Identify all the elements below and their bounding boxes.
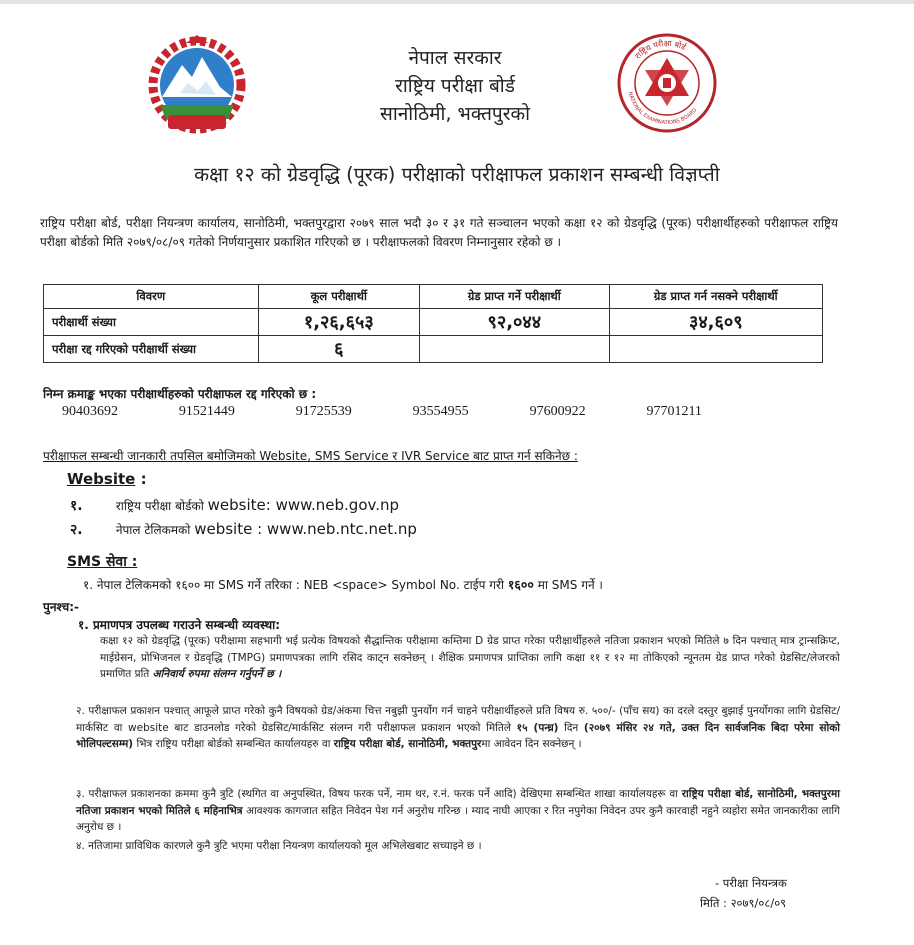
sms-heading: SMS सेवा : (67, 554, 138, 570)
neb-seal-icon (616, 32, 718, 134)
note-2-text: २. परीक्षाफल प्रकाशन पश्चात् आफूले प्राप्त गरेको कुनै विषयको ग्रेड/अंकमा चित्त नबुझी पुनर्योग गर्न चाहने परीक्षार्थीहरुले प्रति विषय रु. ५००/- (पाँच सय) का दरले दस्तुर बुझाई पुनर्योगका लागि ग्रेडसिट/मार्कसिट वा website बाट डाउनलोड गरेको ग्रेडसिट/मार्कसिट संलग्न गरी परीक्षाफल प्रकाशन भएको मितिले १५ (पन्ध्र) दिन (२०७९ मंसिर २४ गते, उक्त दिन सार्वजनिक बिदा परेमा सोको भोलिपल्टसम्म) भित्र राष्ट्रिय परीक्षा बोर्डको सम्बन्धित कार्यालयहरु वा राष्ट्रिय परीक्षा बोर्ड, सानोठिमी, भक्तपुरमा आवेदन दिन सक्नेछन् । (76, 705, 840, 750)
seal-bottom-text: NATIONAL EXAMINATIONS BOARD (626, 91, 699, 127)
cancelled-heading: निम्न क्रमाङ्क भएका परीक्षार्थीहरुको परीक्षाफल रद्द गरिएको छ : (43, 387, 317, 401)
cancelled-number: 91725539 (295, 404, 352, 419)
results-table (43, 284, 823, 363)
cell-total-examinees: १,२६,६५३ (258, 309, 420, 336)
note-4-text: ४. नतिजामा प्राविधिक कारणले कुनै त्रुटि भएमा परीक्षा नियन्त्रण कार्यालयको मूल अभिलेखबाट सच्याइने छ । (76, 840, 482, 852)
note-3-text: ३. परीक्षाफल प्रकाशनका क्रममा कुनै त्रुटि (स्थगित वा अनुपस्थित, विषय फरक पर्ने, नाम थर, र.नं. फरक पर्ने आदि) देखिएमा सम्बन्धित शाखा कार्यालयहरू वा राष्ट्रिय परीक्षा बोर्ड, सानोठिमी, भक्तपुरमा नतिजा प्रकाशन भएको मितिले ६ महिनाभित्र आवश्यक कागजात सहित निवेदन पेश गर्न अनुरोध गरिन्छ । म्याद नाघी आएका र रित नपुगेका निवेदन उपर कुनै कारवाही नहुने व्यहोरा समेत जानकारीका लागि अनुरोध छ । (76, 788, 841, 833)
note-1-heading: १. प्रमाणपत्र उपलब्ध गराउने सम्बन्धी व्यवस्था: (78, 618, 281, 632)
header-board-name: राष्ट्रिय परीक्षा बोर्ड (395, 75, 515, 97)
table-header-row (44, 285, 823, 309)
header-government: नेपाल सरकार (408, 47, 502, 69)
nepal-government-emblem-icon (140, 35, 255, 135)
signature-title: - परीक्षा नियन्त्रक (715, 876, 787, 890)
col-header-total: कूल परीक्षार्थी (258, 285, 420, 309)
cancelled-number: 93554955 (412, 404, 469, 419)
table-row (44, 309, 823, 336)
website-item-ntc: २. नेपाल टेलिकमको website : www.neb.ntc.net.np (70, 520, 417, 538)
result-info-line: परीक्षाफल सम्बन्धी जानकारी तपसिल बमोजिमको Website, SMS Service र IVR Service बाट प्राप्त गर्न सकिनेछ : (43, 449, 578, 463)
notice-title: कक्षा १२ को ग्रेडवृद्धि (पूरक) परीक्षाको परीक्षाफल प्रकाशन सम्बन्धी विज्ञप्ती (194, 163, 720, 186)
website-link-neb[interactable]: website: www.neb.gov.np (207, 496, 400, 514)
intro-paragraph: राष्ट्रिय परीक्षा बोर्ड, परीक्षा नियन्त्रण कार्यालय, सानोठिमी, भक्तपुरद्वारा २०७९ साल भदौ ३० र ३१ गते सञ्चालन भएको कक्षा १२ को ग्रेडवृद्धि (पूरक) परीक्षार्थीहरुको परीक्षाफल राष्ट्रिय परीक्षा बोर्डको मिति २०७९/०८/०९ गतेको निर्णयानुसार प्रकाशित गरिएको छ । परीक्षाफलको विवरण निम्नानुसार रहेको छ । (40, 216, 838, 249)
website-link-ntc[interactable]: website : www.neb.ntc.net.np (194, 520, 417, 538)
website-item-label: नेपाल टेलिकमको (115, 523, 191, 537)
office-header (330, 44, 580, 128)
cell-cancelled-not-graded (609, 336, 822, 363)
cancelled-number: 97600922 (529, 404, 586, 419)
website-heading: Website : (67, 470, 147, 488)
col-header-description: विवरण (44, 285, 259, 309)
note-1-text: कक्षा १२ को ग्रेडवृद्धि (पूरक) परीक्षामा सहभागी भई प्रत्येक विषयको सैद्धान्तिक परीक्षामा कम्तिमा D ग्रेड प्राप्त गरेका परीक्षार्थीहरुले नतिजा प्रकाशन भएको मितिले ७ दिन पश्चात् मात्र ट्रान्सक्रिप्ट, माईग्रेसन, प्रोभिजनल र ग्रेडवृद्धि (TMPG) प्रमाणपत्रका लागि रसिद काट्न सक्नेछन् । शैक्षिक प्रमाणपत्र प्राप्तिका लागि कक्षा ११ र १२ मा तोकिएको न्यूनतम ग्रेड प्राप्त गरेको ग्रेडसिट/लेजरको प्रमाणित प्रति अनिवार्य रुपमा संलग्न गर्नुपर्ने छ । (100, 635, 840, 680)
postscript-label: पुनश्च:- (43, 600, 79, 614)
sms-instruction: १. नेपाल टेलिकमको १६०० मा SMS गर्ने तरिका : NEB <space> Symbol No. टाईप गरी १६०० मा SMS गर्ने । (83, 577, 603, 592)
row-label-cancelled: परीक्षा रद्द गरिएको परीक्षार्थी संख्या (44, 336, 259, 363)
cell-cancelled-graded (420, 336, 610, 363)
cancelled-number: 91521449 (178, 404, 235, 419)
table-row (44, 336, 823, 363)
cancelled-symbol-numbers (62, 404, 702, 420)
cell-cancelled-total: ६ (258, 336, 420, 363)
website-item-label: राष्ट्रिय परीक्षा बोर्डको (115, 499, 204, 513)
top-border (0, 0, 914, 4)
signature-date: मिति : २०७९/०८/०९ (700, 896, 787, 910)
col-header-graded: ग्रेड प्राप्त गर्ने परीक्षार्थी (420, 285, 610, 309)
row-label-examinees: परीक्षार्थी संख्या (44, 309, 259, 336)
cell-graded-examinees: ९२,०४४ (420, 309, 610, 336)
header-location: सानोठिमी, भक्तपुरको (379, 103, 530, 125)
cancelled-number: 90403692 (62, 404, 118, 419)
website-item-neb: १. राष्ट्रिय परीक्षा बोर्डको website: www.neb.gov.np (70, 496, 400, 514)
cell-not-graded-examinees: ३४,६०९ (609, 309, 822, 336)
col-header-not-graded: ग्रेड प्राप्त गर्न नसक्ने परीक्षार्थी (609, 285, 822, 309)
cancelled-number: 97701211 (646, 404, 702, 419)
seal-top-text: राष्ट्रिय परीक्षा बोर्ड (633, 38, 688, 61)
